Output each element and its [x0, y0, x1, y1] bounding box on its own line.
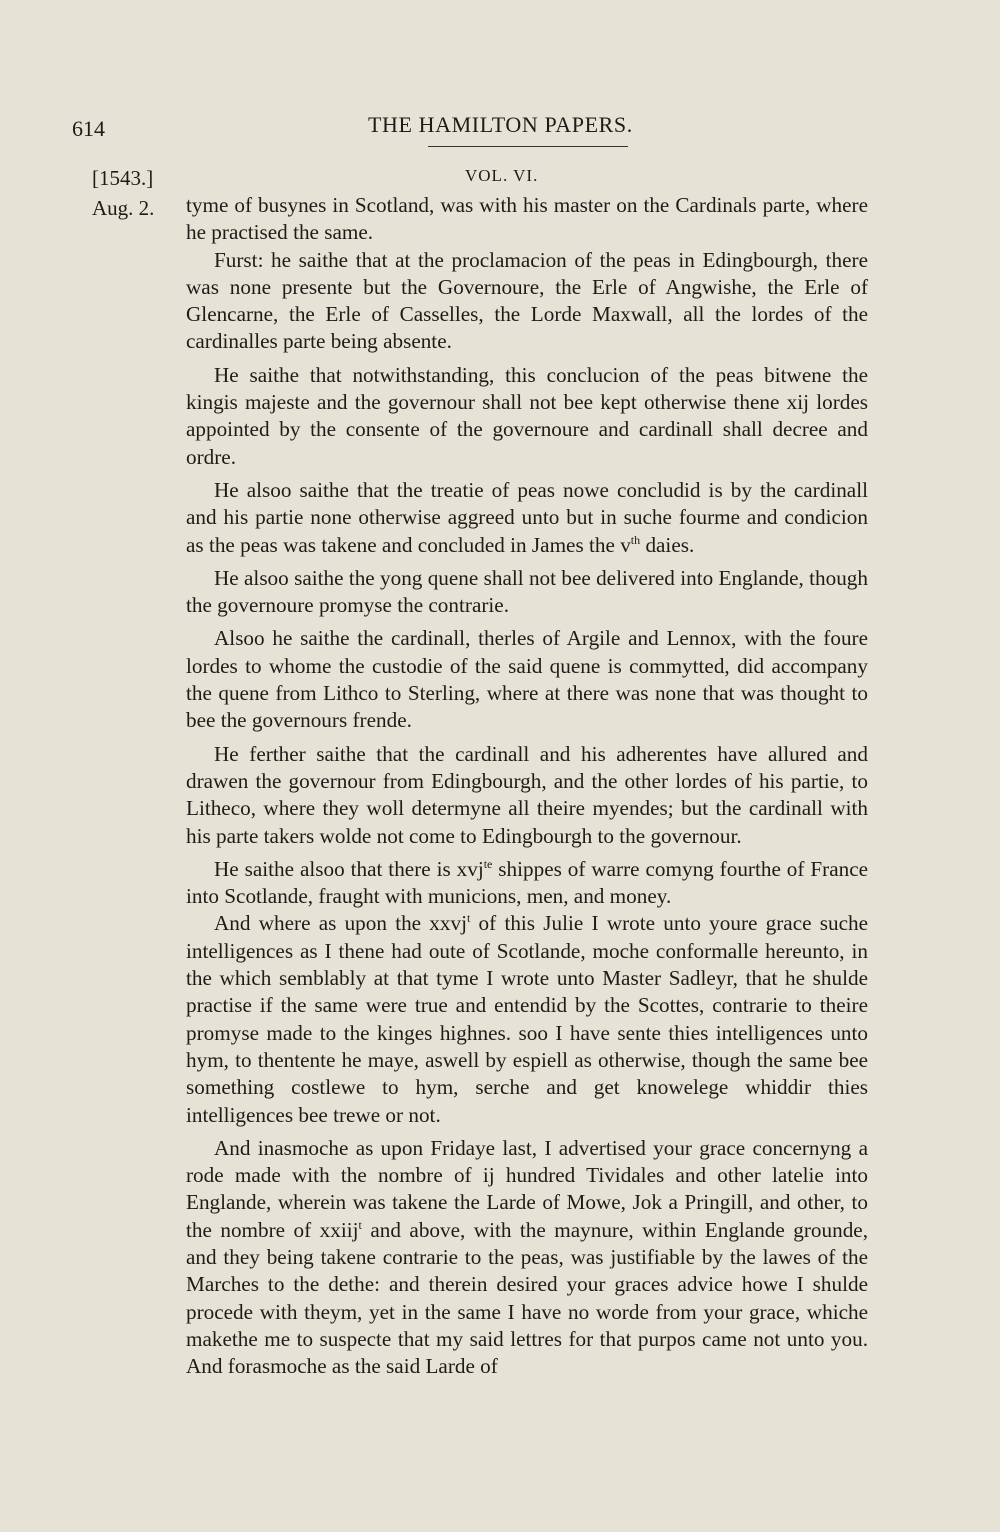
page-number: 614 — [72, 116, 105, 141]
paragraph: He ferther saithe that the cardinall and his adherentes have allured and drawen the governour from Edingbourgh, and the other lordes of his partie, to Litheco, where they woll determyne all theire myendes; but the cardinall with his parte takers wolde not come to Edingbourgh to the governour. — [186, 741, 868, 848]
paragraph-text: and above, with the maynure, within Englande grounde, and they being takene contrarie to the peas, was justifiable by the lawes of the Marches to the dethe: and therein desired your graces advice howe I shulde procede with theym, yet in the same I have no worde from your grace, whiche makethe me to suspecte that my said lettres for that purpos came not unto you. And forasmoche as the said Larde of — [186, 1217, 868, 1379]
running-title: THE HAMILTON PAPERS. — [368, 112, 633, 137]
margin-date: Aug. 2. — [92, 196, 155, 220]
year-marginal: [1543.] — [92, 166, 154, 190]
paragraph-text: of this Julie I wrote unto youre grace suche intelligences as I thene had oute of Scotlande, moche conformalle hereunto, in the which semblably at that tyme I wrote unto Master Sadleyr, that he shulde practise if the same were true and entendid by the Scottes, contrarie to theire promyse made to the kinges highnes. soo I have sente thies intelligences unto hym, to thentente he maye, aswell by espiell as otherwise, though the same bee something costlewe to hym, serche and get knowelege whiddir thies intelligences bee trewe or not. — [186, 911, 868, 1127]
paragraph: Furst: he saithe that at the proclamacion of the peas in Edingbourgh, there was none presente but the Governoure, the Erle of Angwishe, the Erle of Glencarne, the Erle of Casselles, the Lorde Maxwall, all the lordes of the cardinalles parte being absente. — [186, 247, 868, 354]
paragraph-text: And where as upon the xxvj — [214, 911, 467, 936]
paragraph — [186, 477, 868, 559]
paragraph-text: He alsoo saithe that the treatie of peas nowe concludid is by the cardinall and his partie none otherwise aggreed unto but in suche fourme and condicion as the peas was takene and concluded in James the v — [186, 477, 868, 557]
paragraph: Alsoo he saithe the cardinall, therles of Argile and Lennox, with the foure lordes to whome the custodie of the said quene is commytted, did accompany the quene from Lithco to Sterling, where at there was none that was thought to bee the governours frende. — [186, 626, 868, 733]
body-text — [186, 192, 868, 1380]
volume-label: VOL. VI. — [465, 166, 539, 185]
paragraph-text: daies. — [640, 532, 695, 557]
paragraph: tyme of busynes in Scotland, was with his master on the Cardinals parte, where he practised the same. — [186, 193, 868, 245]
title-rule — [428, 146, 628, 147]
paragraph — [186, 856, 868, 911]
superscript: t — [358, 1217, 362, 1232]
superscript: te — [483, 856, 493, 871]
superscript: th — [630, 532, 641, 547]
paragraph-text: He saithe alsoo that there is xvj — [214, 856, 484, 881]
paragraph: He saithe that notwithstanding, this conclucion of the peas bitwene the kingis majeste and the governour shall not bee kept otherwise thene xij lordes appointed by the consente of the governoure and cardinall shall decree and ordre. — [186, 362, 868, 469]
paragraph — [186, 910, 868, 1128]
superscript: t — [466, 911, 471, 926]
paragraph-text: shippes of warre comyng fourthe of France into Scotlande, fraught with municions, men, and money. — [186, 856, 868, 909]
paragraph: He alsoo saithe the yong quene shall not bee delivered into Englande, though the governoure promyse the contrarie. — [186, 565, 868, 618]
paragraph-text: And inasmoche as upon Fridaye last, I advertised your grace concernyng a rode made with the nombre of ij hundred Tividales and other latelie into Englande, wherein was takene the Larde of Mowe, Jok a Pringill, and other, to the nombre of xxiij — [186, 1135, 868, 1242]
paragraph — [186, 1135, 868, 1381]
